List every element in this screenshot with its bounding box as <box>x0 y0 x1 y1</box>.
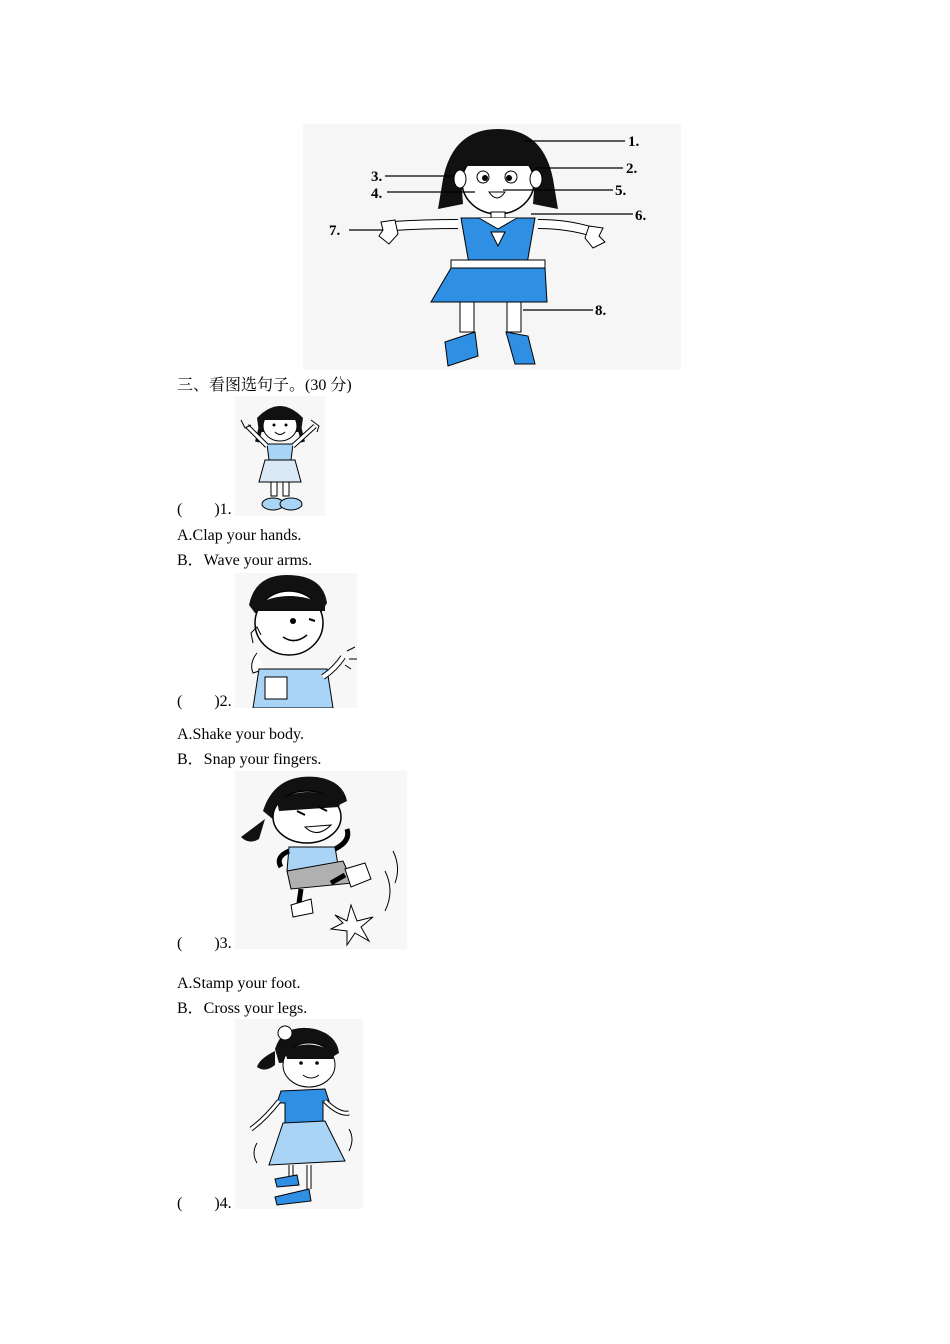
question-3-picture <box>235 771 407 949</box>
diagram-label-6: 6. <box>635 208 647 224</box>
question-2-option-b: B．Snap your fingers. <box>177 751 322 768</box>
question-1-option-a: A.Clap your hands. <box>177 527 302 544</box>
diagram-label-1: 1. <box>628 134 640 150</box>
diagram-label-7: 7. <box>329 223 341 239</box>
question-2-blank[interactable]: ( )2. <box>177 693 232 710</box>
diagram-label-8: 8. <box>595 303 607 319</box>
section-heading: 三、看图选句子。(30 分) <box>177 377 352 394</box>
question-1-blank[interactable]: ( )1. <box>177 501 232 518</box>
body-parts-diagram <box>303 124 681 370</box>
question-2-picture <box>235 573 357 708</box>
question-4-blank[interactable]: ( )4. <box>177 1195 232 1212</box>
question-3-option-b: B．Cross your legs. <box>177 1000 308 1017</box>
diagram-label-2: 2. <box>626 161 638 177</box>
question-3-blank[interactable]: ( )3. <box>177 935 232 952</box>
diagram-label-3: 3. <box>371 169 383 185</box>
question-2-option-a: A.Shake your body. <box>177 726 304 743</box>
diagram-label-5: 5. <box>615 183 627 199</box>
girl-illustration <box>303 124 681 370</box>
question-4-picture <box>235 1019 363 1209</box>
diagram-label-4: 4. <box>371 186 383 202</box>
question-1-option-b: B．Wave your arms. <box>177 552 313 569</box>
question-3-option-a: A.Stamp your foot. <box>177 975 301 992</box>
question-1-picture <box>235 396 325 516</box>
